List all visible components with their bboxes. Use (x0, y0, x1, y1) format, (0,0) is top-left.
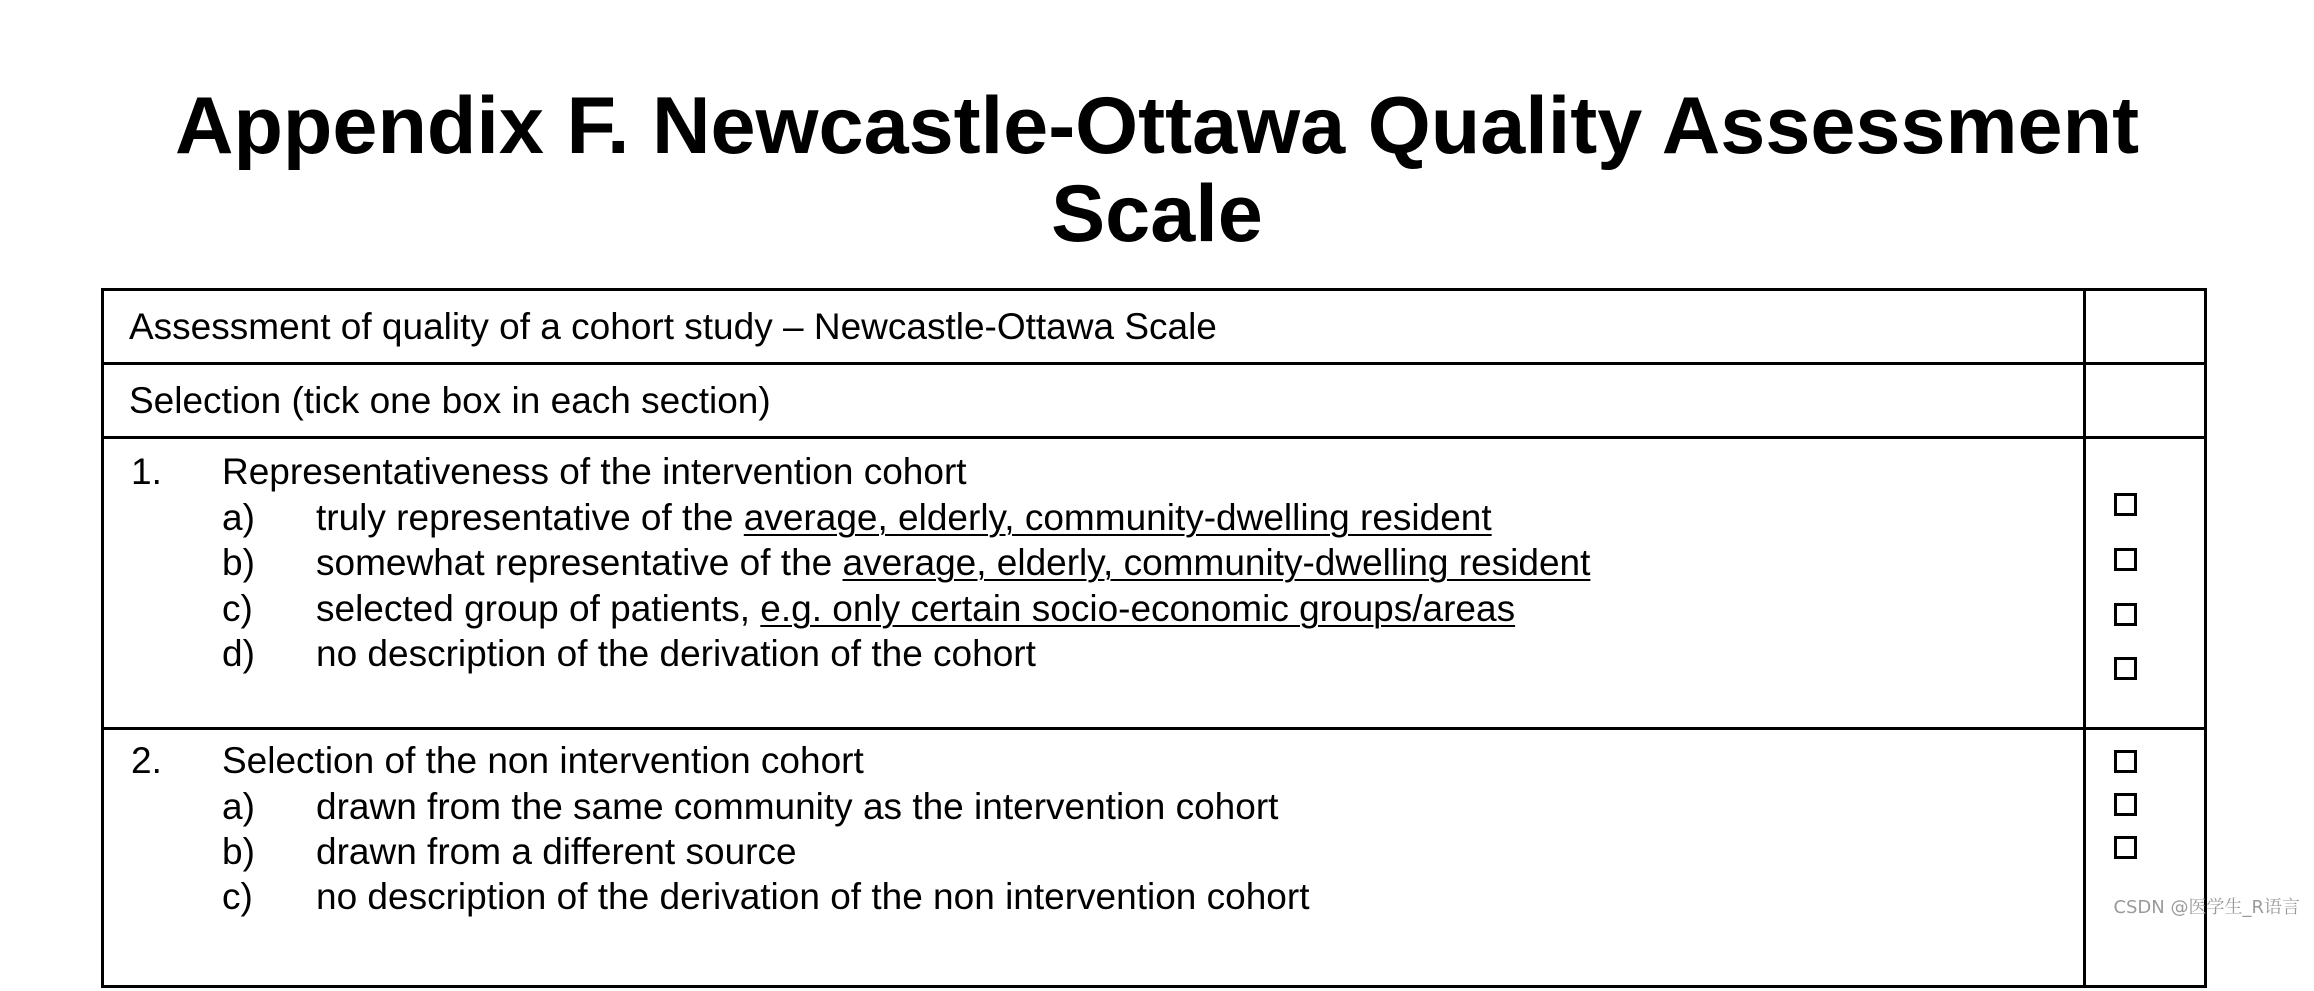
table-header-text: Assessment of quality of a cohort study – Newcastle-Ottawa Scale (129, 306, 1217, 347)
page-title-line-1: Appendix F. Newcastle-Ottawa Quality Assessment (174, 81, 2140, 171)
section-heading: Selection of the non intervention cohort (222, 740, 864, 781)
option-text: selected group of patients, e.g. only certain socio-economic groups/areas (316, 588, 1516, 629)
option-text: truly representative of the average, elderly, community-dwelling resident (316, 497, 1492, 538)
section-heading: Representativeness of the intervention cohort (222, 451, 967, 492)
selection-header-row (104, 365, 2204, 439)
option-text: no description of the derivation of the non intervention cohort (316, 876, 1310, 917)
checkbox-2c[interactable] (2114, 836, 2137, 859)
page-title (0, 82, 2314, 258)
option-letter: a) (222, 786, 255, 827)
section-number: 2. (131, 740, 162, 781)
table-header-row (104, 291, 2204, 365)
selection-header-text: Selection (tick one box in each section) (129, 380, 771, 421)
option-text: no description of the derivation of the cohort (316, 633, 1036, 674)
watermark: CSDN @医学生_R语言 (2113, 897, 2300, 918)
option-letter: c) (222, 876, 253, 917)
option-letter: b) (222, 542, 255, 583)
checkbox-1b[interactable] (2114, 548, 2137, 571)
checkbox-1c[interactable] (2114, 603, 2137, 626)
checkbox-1d[interactable] (2114, 657, 2137, 680)
option-text: drawn from a different source (316, 831, 797, 872)
option-letter: c) (222, 588, 253, 629)
section-number: 1. (131, 451, 162, 492)
checkbox-1a[interactable] (2114, 493, 2137, 516)
option-text: drawn from the same community as the intervention cohort (316, 786, 1279, 827)
option-letter: a) (222, 497, 255, 538)
section-non-intervention (104, 730, 2204, 991)
option-text: somewhat representative of the average, elderly, community-dwelling resident (316, 542, 1591, 583)
section-representativeness (104, 439, 2204, 730)
option-letter: d) (222, 633, 255, 674)
assessment-table (101, 288, 2207, 988)
checkbox-2a[interactable] (2114, 750, 2137, 773)
option-letter: b) (222, 831, 255, 872)
page-title-line-2: Scale (1051, 169, 1263, 259)
checkbox-2b[interactable] (2114, 793, 2137, 816)
